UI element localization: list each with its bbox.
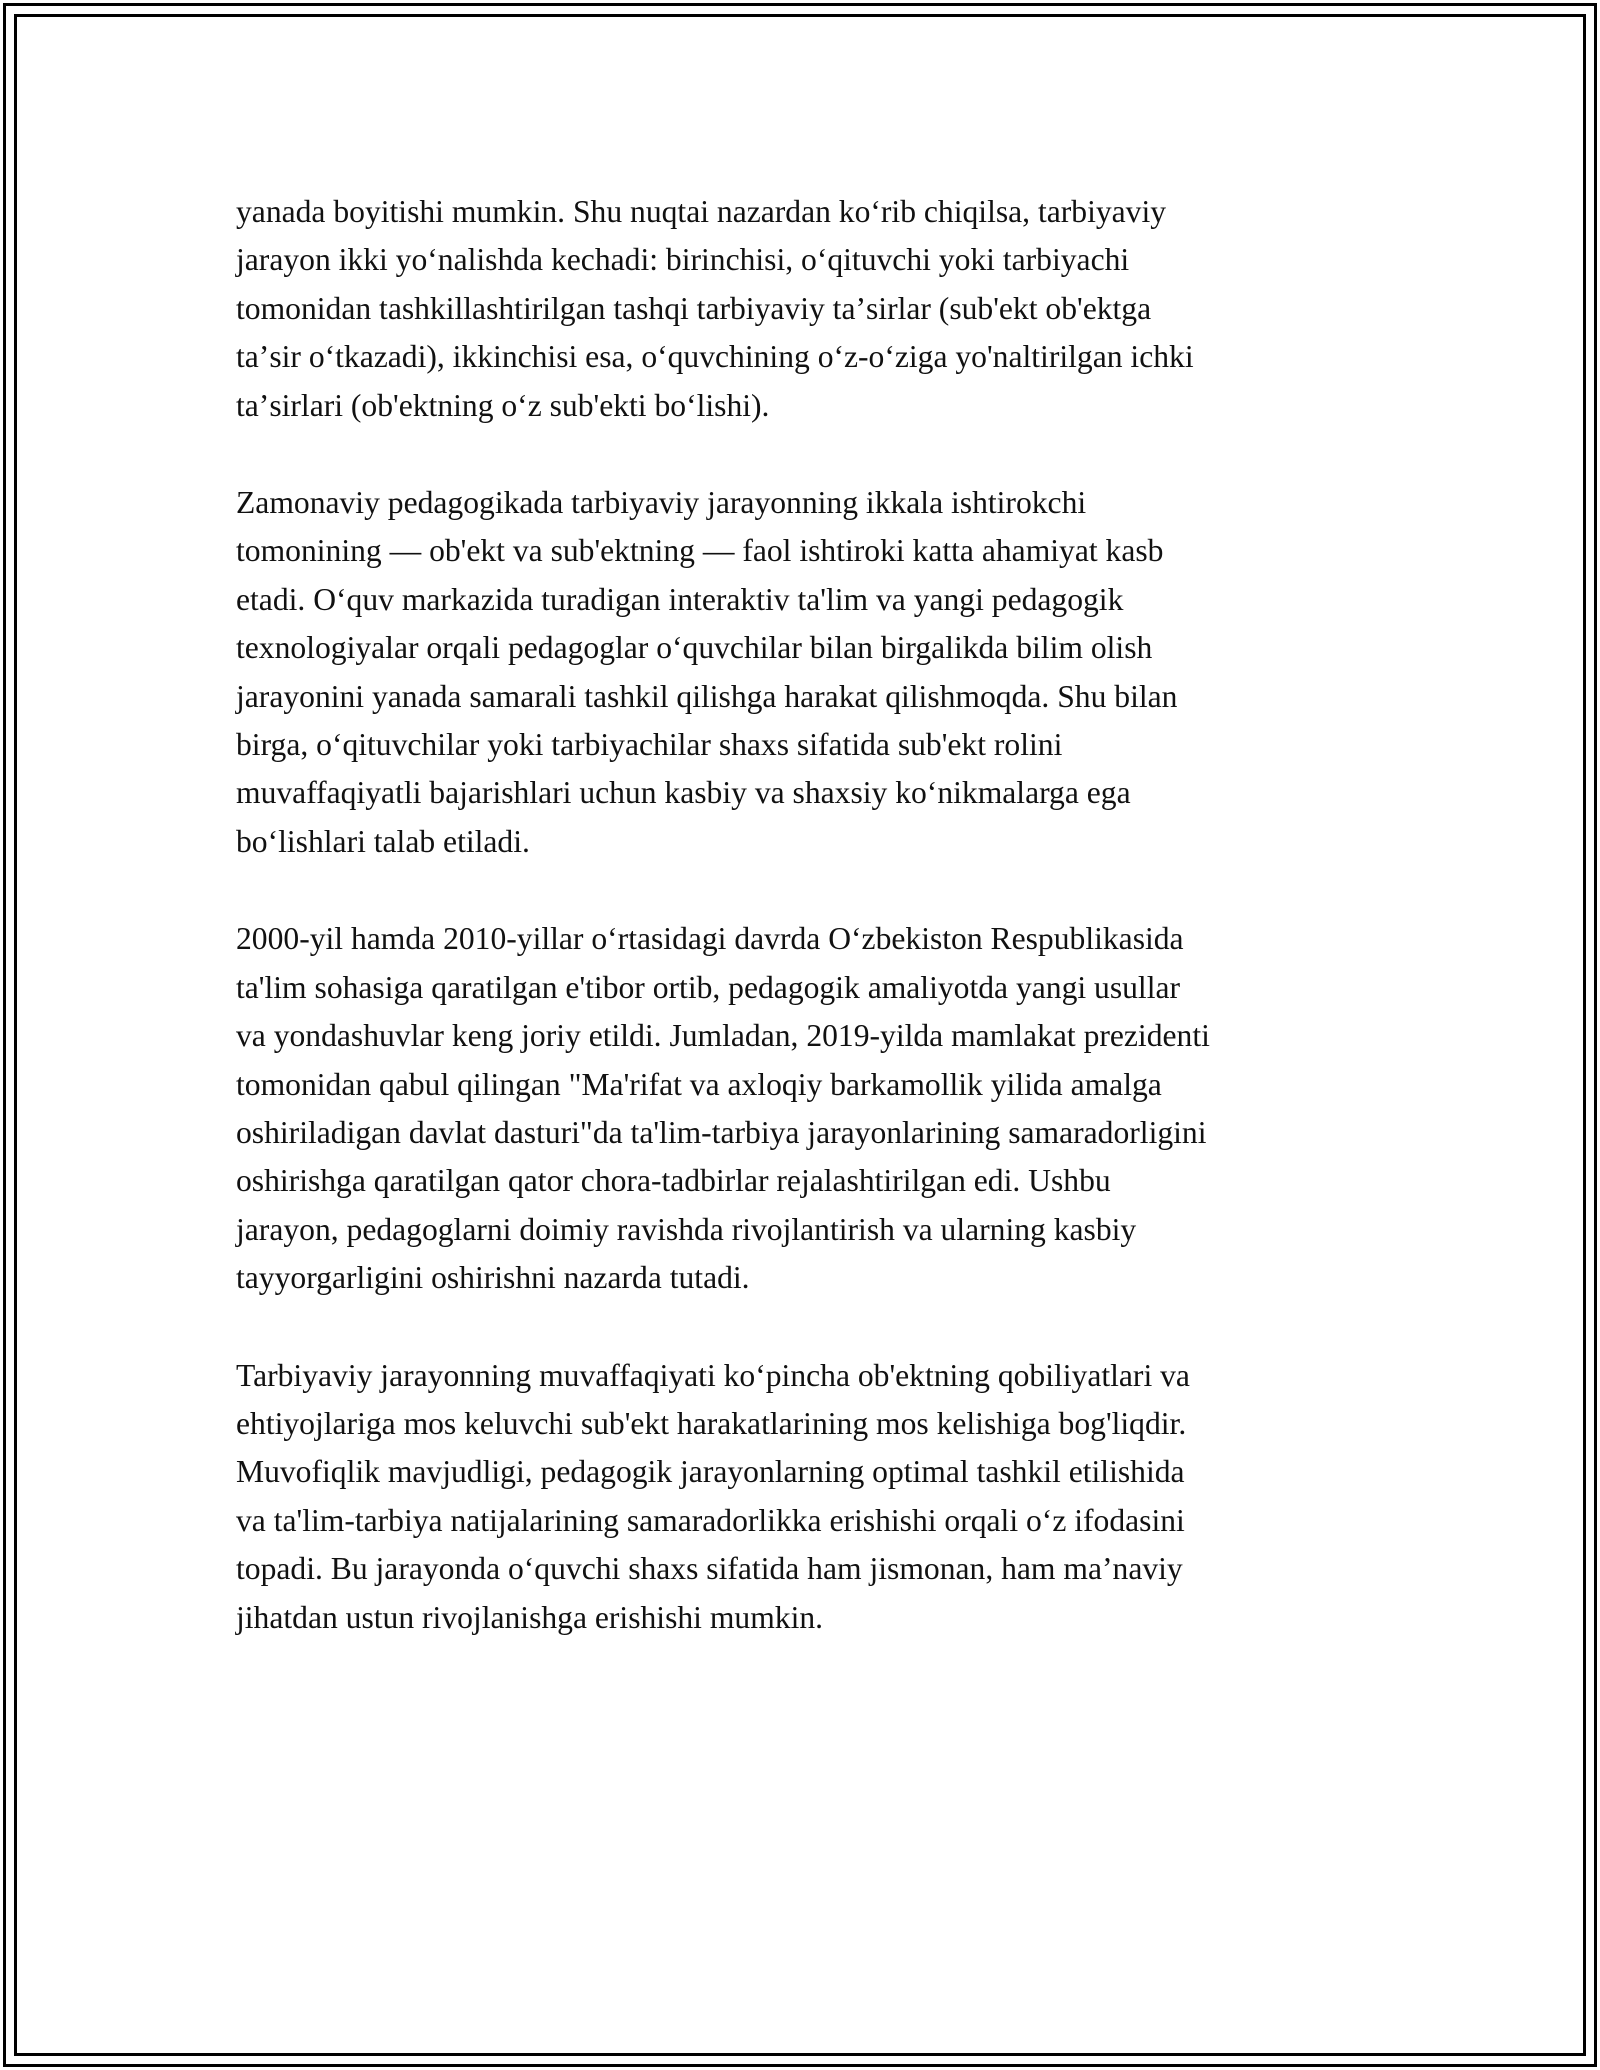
- text-line: jihatdan ustun rivojlanishga erishishi mumkin.: [236, 1599, 824, 1635]
- text-line: Zamonaviy pedagogikada tarbiyaviy jarayonning ikkala ishtirokchi: [236, 485, 1087, 521]
- text-line: muvaffaqiyatli bajarishlari uchun kasbiy va shaxsiy koʻnikmalarga ega: [236, 775, 1131, 811]
- text-line: 2000-yil hamda 2010-yillar oʻrtasidagi davrda Oʻzbekiston Respublikasida: [236, 921, 1184, 957]
- text-line: jarayon, pedagoglarni doimiy ravishda rivojlantirish va ularning kasbiy: [236, 1211, 1137, 1247]
- document-body: [236, 188, 1370, 1691]
- text-line: jarayon ikki yoʻnalishda kechadi: birinchisi, oʻqituvchi yoki tarbiyachi: [236, 242, 1130, 278]
- text-line: ta'lim sohasiga qaratilgan e'tibor ortib, pedagogik amaliyotda yangi usullar: [236, 969, 1181, 1005]
- paragraph-4: [236, 1352, 1370, 1642]
- paragraph-2: [236, 479, 1370, 866]
- text-line: etadi. Oʻquv markazida turadigan interaktiv ta'lim va yangi pedagogik: [236, 581, 1124, 617]
- paragraph-1: [236, 188, 1370, 430]
- text-line: taʼsir oʻtkazadi), ikkinchisi esa, oʻquvchining oʻz-oʻziga yo'naltirilgan ichki: [236, 339, 1194, 375]
- text-line: yanada boyitishi mumkin. Shu nuqtai nazardan koʻrib chiqilsa, tarbiyaviy: [236, 194, 1167, 229]
- text-line: boʻlishlari talab etiladi.: [236, 823, 530, 859]
- text-line: oshiriladigan davlat dasturi"da ta'lim-tarbiya jarayonlarining samaradorligini: [236, 1114, 1207, 1150]
- text-line: Tarbiyaviy jarayonning muvaffaqiyati koʻpincha ob'ektning qobiliyatlari va: [236, 1357, 1190, 1393]
- text-line: oshirishga qaratilgan qator chora-tadbirlar rejalashtirilgan edi. Ushbu: [236, 1163, 1111, 1199]
- text-line: tomonining — ob'ekt va sub'ektning — faol ishtiroki katta ahamiyat kasb: [236, 533, 1164, 569]
- text-line: va yondashuvlar keng joriy etildi. Jumladan, 2019-yilda mamlakat prezidenti: [236, 1018, 1210, 1054]
- text-line: tayyorgarligini oshirishni nazarda tutadi.: [236, 1260, 750, 1296]
- text-line: jarayonini yanada samarali tashkil qilishga harakat qilishmoqda. Shu bilan: [236, 678, 1178, 714]
- text-line: va ta'lim-tarbiya natijalarining samaradorlikka erishishi orqali oʻz ifodasini: [236, 1502, 1185, 1538]
- text-line: tomonidan tashkillashtirilgan tashqi tarbiyaviy taʼsirlar (sub'ekt ob'ektga: [236, 290, 1152, 326]
- text-line: texnologiyalar orqali pedagoglar oʻquvchilar bilan birgalikda bilim olish: [236, 630, 1153, 666]
- paragraph-3: [236, 915, 1370, 1302]
- text-line: ehtiyojlariga mos keluvchi sub'ekt harakatlarining mos kelishiga bog'liqdir.: [236, 1405, 1187, 1441]
- text-line: tomonidan qabul qilingan "Ma'rifat va axloqiy barkamollik yilida amalga: [236, 1066, 1162, 1102]
- text-line: topadi. Bu jarayonda oʻquvchi shaxs sifatida ham jismonan, ham maʼnaviy: [236, 1551, 1183, 1587]
- text-line: birga, oʻqituvchilar yoki tarbiyachilar shaxs sifatida sub'ekt rolini: [236, 727, 1063, 763]
- text-line: Muvofiqlik mavjudligi, pedagogik jarayonlarning optimal tashkil etilishida: [236, 1454, 1185, 1490]
- text-line: taʼsirlari (ob'ektning oʻz sub'ekti boʻlishi).: [236, 387, 770, 423]
